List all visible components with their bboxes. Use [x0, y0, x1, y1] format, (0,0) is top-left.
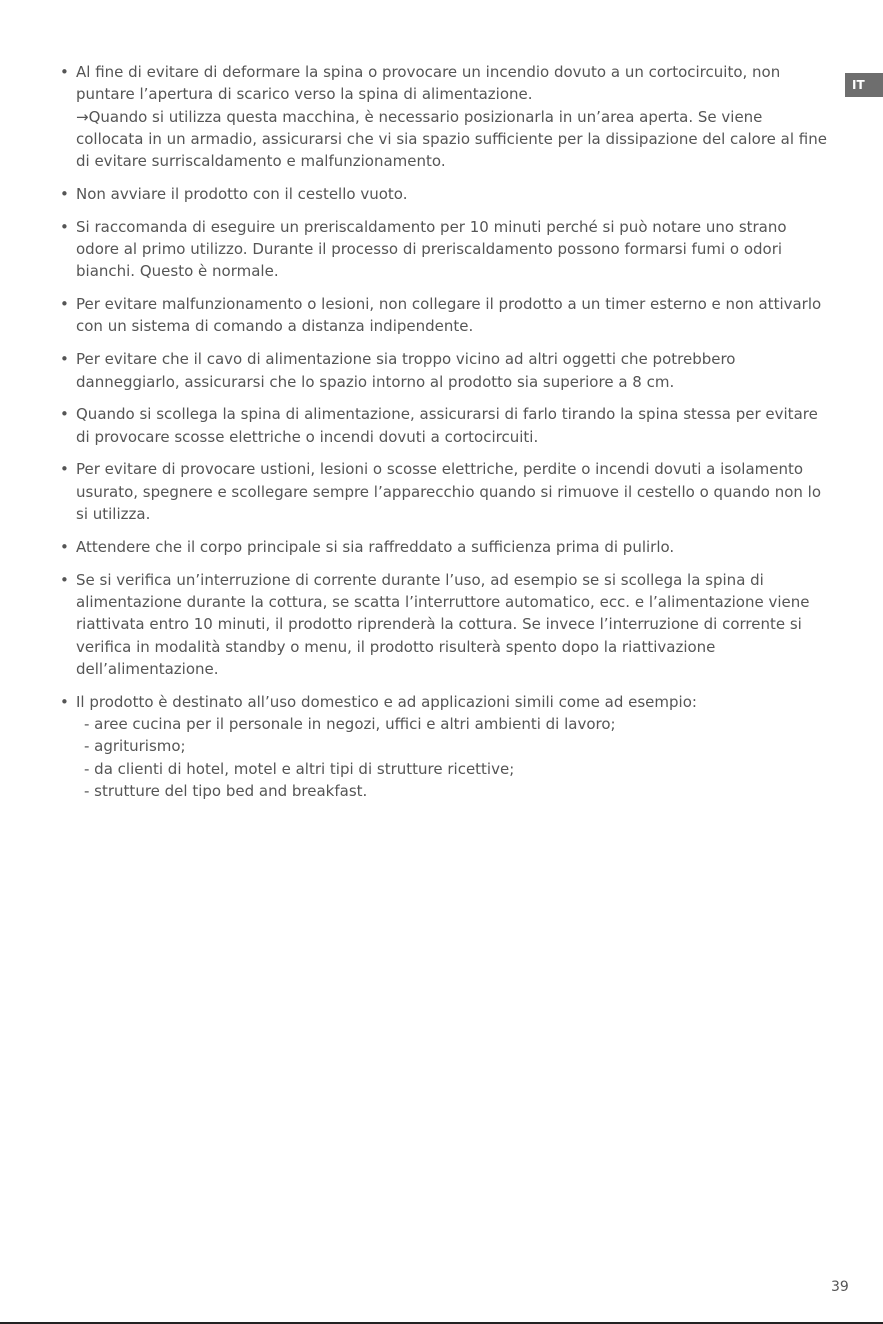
safety-instructions [58, 61, 828, 813]
bullet-text: Il prodotto è destinato all’uso domestico e ad applicazioni simili come ad esempio: [76, 692, 697, 711]
list-item [58, 569, 828, 680]
list-item [58, 536, 828, 558]
bullet-text: Attendere che il corpo principale si sia raffreddato a sufficienza prima di pulirlo. [76, 537, 675, 556]
list-item [58, 293, 828, 338]
list-item [58, 403, 828, 448]
bullet-text: Si raccomanda di eseguire un preriscaldamento per 10 minuti perché si può notare uno strano odore al primo utilizzo. Durante il processo di preriscaldamento possono formarsi fumi o odori bianchi. Questo è normale. [76, 217, 787, 281]
bullet-text: Non avviare il prodotto con il cestello vuoto. [76, 184, 408, 203]
bullet-text: Se si verifica un’interruzione di corrente durante l’uso, ad esempio se si scollega la spina di alimentazione durante la cottura, se scatta l’interruttore automatico, ecc. e l’alimentazione viene riattivata entro 10 minuti, il prodotto riprenderà la cottura. Se invece l’interruzione di corrente si verifica in modalità standby o menu, il prodotto risulterà spento dopo la riattivazione dell’alimentazione. [76, 570, 810, 678]
bullet-text: Al fine di evitare di deformare la spina o provocare un incendio dovuto a un cortocircuito, non puntare l’apertura di scarico verso la spina di alimentazione. [76, 63, 781, 104]
usage-sublist [76, 713, 828, 802]
bullet-list [58, 61, 828, 802]
bullet-text: Per evitare malfunzionamento o lesioni, non collegare il prodotto a un timer esterno e non attivarlo con un sistema di comando a distanza indipendente. [76, 295, 822, 336]
sublist-item: - aree cucina per il personale in negozi, uffici e altri ambienti di lavoro; [84, 714, 616, 733]
list-item [58, 61, 828, 172]
sublist-item: - strutture del tipo bed and breakfast. [84, 781, 368, 800]
list-item [58, 183, 828, 205]
list-item [58, 458, 828, 525]
page-number: 39 [831, 1279, 849, 1295]
list-item [58, 691, 828, 802]
list-item [58, 348, 828, 393]
sublist-item: - da clienti di hotel, motel e altri tipi di strutture ricettive; [84, 759, 515, 778]
sublist-item: - agriturismo; [84, 737, 186, 756]
bullet-text: Quando si scollega la spina di alimentazione, assicurarsi di farlo tirando la spina stessa per evitare di provocare scosse elettriche o incendi dovuti a cortocircuiti. [76, 405, 818, 446]
language-tab: IT [845, 73, 883, 97]
bullet-text: Per evitare di provocare ustioni, lesioni o scosse elettriche, perdite o incendi dovuti a isolamento usurato, spegnere e scollegare sempre l’apparecchio quando si rimuove il cestello o quando non lo si utilizza. [76, 460, 822, 524]
bullet-note: →Quando si utilizza questa macchina, è necessario posizionarla in un’area aperta. Se viene collocata in un armadio, assicurarsi che vi sia spazio sufficiente per la dissipazione del calore al fine di evitare surriscaldamento e malfunzionamento. [76, 107, 827, 171]
bullet-text: Per evitare che il cavo di alimentazione sia troppo vicino ad altri oggetti che potrebbero danneggiarlo, assicurarsi che lo spazio intorno al prodotto sia superiore a 8 cm. [76, 350, 736, 391]
list-item [58, 216, 828, 283]
